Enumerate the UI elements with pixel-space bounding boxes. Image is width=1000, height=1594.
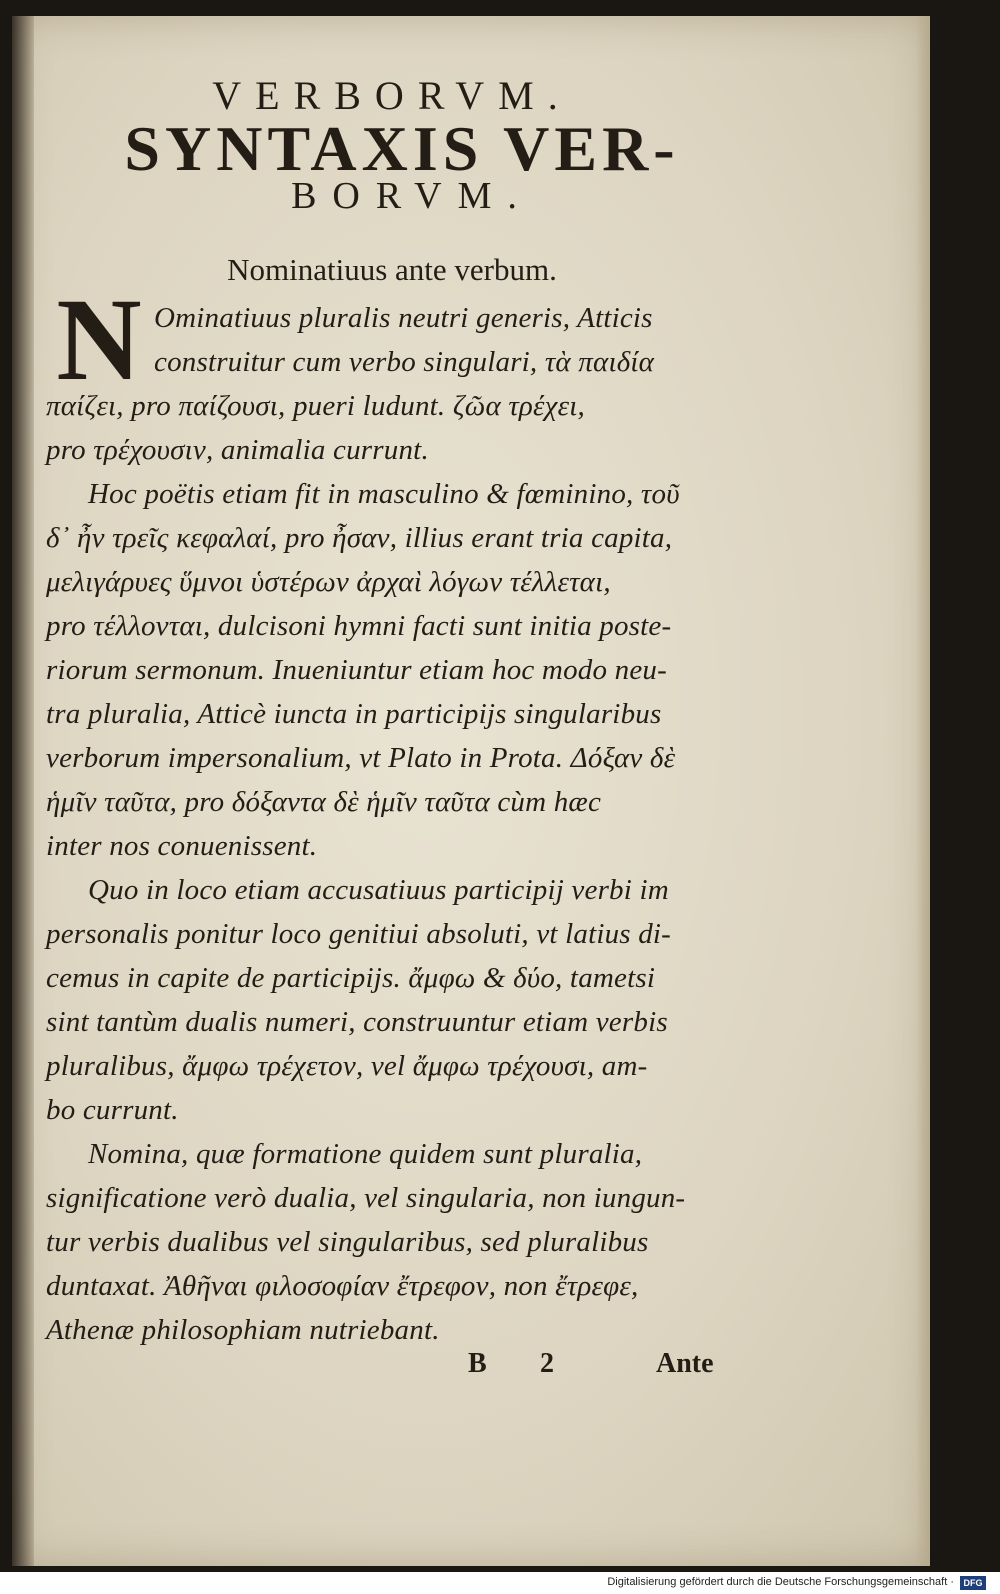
- catchword: Ante: [656, 1348, 714, 1379]
- signature-number: 2: [540, 1348, 554, 1379]
- text-line: Athenæ philosophiam nutriebant.: [46, 1314, 440, 1346]
- text-line: tra pluralia, Atticè iuncta in participijs singularibus: [46, 698, 662, 730]
- text-line: pro τέλλονται, dulcisoni hymni facti sunt initia poste-: [46, 610, 672, 642]
- funding-credit: Digitalisierung gefördert durch die Deutsche Forschungsgemeinschaft ·: [607, 1576, 954, 1588]
- text-line: παίζει, pro παίζουσι, pueri ludunt. ζῶα τρέχει,: [46, 390, 585, 422]
- text-line: Nomina, quæ formatione quidem sunt pluralia,: [88, 1138, 643, 1170]
- text-line: verborum impersonalium, vt Plato in Prota. Δόξαν δὲ: [46, 742, 676, 774]
- footer-bar: [0, 1572, 1000, 1594]
- text-line: μελιγάρυες ὕμνοι ὑστέρων ἀρχαὶ λόγων τέλλεται,: [46, 566, 611, 598]
- text-line: riorum sermonum. Inueniuntur etiam hoc modo neu-: [46, 654, 667, 686]
- text-line: ἡμῖν ταῦτα, pro δόξαντα δὲ ἡμῖν ταῦτα cùm hæc: [46, 786, 602, 818]
- text-line: sint tantùm dualis numeri, construuntur etiam verbis: [46, 1006, 668, 1038]
- text-line: duntaxat. Ἀθῆναι φιλοσοφίαν ἔτρεφον, non ἔτρεφε,: [46, 1270, 639, 1302]
- text-line: Ominatiuus pluralis neutri generis, Atticis: [154, 302, 653, 334]
- text-line: δ᾽ ἦν τρεῖς κεφαλαί, pro ἦσαν, illius erant tria capita,: [46, 522, 673, 554]
- text-line: significatione verò dualia, vel singularia, non iungun-: [46, 1182, 686, 1214]
- signature-mark: B: [468, 1348, 487, 1379]
- text-line: inter nos conuenissent.: [46, 830, 318, 862]
- subheading: Nominatiuus ante verbum.: [227, 252, 557, 287]
- running-head: VERBORVM.: [212, 73, 572, 118]
- text-line: pro τρέχουσιν, animalia currunt.: [46, 434, 429, 466]
- text-line: bo currunt.: [46, 1094, 179, 1126]
- dfg-logo-icon: DFG: [960, 1576, 986, 1590]
- text-line: personalis ponitur loco genitiui absoluti, vt latius di-: [46, 918, 672, 950]
- section-title-line-1: SYNTAXIS VER-: [124, 113, 680, 184]
- text-line: pluralibus, ἄμφω τρέχετον, vel ἄμφω τρέχουσι, am-: [46, 1050, 648, 1082]
- text-line: Quo in loco etiam accusatiuus participij verbi im: [88, 874, 669, 906]
- text-line: cemus in capite de participijs. ἄμφω & δύο, tametsi: [46, 962, 656, 994]
- section-title-line-2: BORVM.: [291, 175, 533, 217]
- text-line: construitur cum verbo singulari, τὰ παιδία: [154, 346, 655, 378]
- text-line: Hoc poëtis etiam fit in masculino & fœminino, τοῦ: [88, 478, 680, 510]
- binding-shadow: [12, 16, 34, 1566]
- text-line: tur verbis dualibus vel singularibus, sed pluralibus: [46, 1226, 649, 1258]
- book-page: [12, 16, 930, 1566]
- page-edge: [916, 16, 930, 1566]
- decorated-initial: N: [56, 274, 142, 405]
